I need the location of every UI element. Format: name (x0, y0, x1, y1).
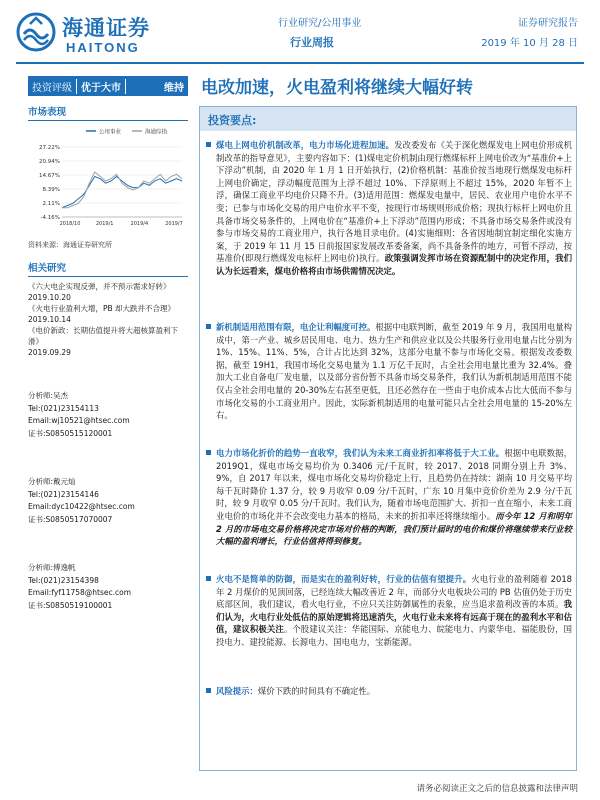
left-sidebar (28, 104, 188, 358)
legend-label: 海通综指 (145, 129, 168, 136)
related-heading: 相关研究 (28, 260, 188, 277)
related-item[interactable]: 《火电行业盈利大增，PB 却大跌并不合理》 2019.10.14 (28, 304, 176, 324)
rating-label: 投资评级 (32, 82, 72, 94)
brand-name-cn: 海通证券 (62, 15, 150, 40)
bullet-icon (206, 324, 211, 329)
key-point: 电力市场化折价的趋势一直收窄，我们认为未来工商业折扣率将低于大工业。根据中电联数据，2019Q1，煤电市场交易均价为 0.3406 元/千瓦时，较 2017、2018 同期分别上升 3%、9%，自 2017 年以来，煤电市场化交易均价稳定上行，且趋势仍在持续：湖南 10 月交易平均每千瓦时降价 1.37 分，较 9 月收窄 0.09 分/千瓦时，广东 10 月集中竞价价差为 2.9 分/千瓦时，较 9 月收窄 0.05 分/千瓦时。我们认为，随着市场电范围扩大、折扣一直在缩小，未来工商业电价的市场化并不会改变电力基本的格局，未来的折扣率还将继续缩小。而今年 12 月和明年 2 月的市场电交易价格将决定市场对价格的判断，我们预计届时的电价和煤价将继续带来行业较大幅的盈利增长，行业估值将得到修复。 (206, 447, 572, 548)
bullet-icon (206, 142, 211, 147)
y-tick-label: 27.22% (39, 145, 60, 151)
report-kind: 行业周报 (290, 36, 334, 49)
y-tick-label: 14.67% (39, 173, 60, 179)
market-chart (28, 121, 188, 236)
x-tick-label: 2019/7 (165, 221, 183, 227)
analyst-card: 分析师:傅逸帆 Tel:(021)23154398 Email:fyf11758@htsec.com 证书:S0850519100001 (28, 563, 132, 610)
related-item[interactable]: 《六大电企实现反弹，并不预示需求好转》 2019.10.20 (28, 282, 171, 302)
footer-disclaimer[interactable]: 请务必阅读正文之后的信息披露和法律声明 (416, 784, 578, 794)
bullet-icon (206, 450, 211, 455)
y-tick-label: 8.39% (42, 187, 60, 193)
key-point: 火电不是简单的防御，而是实在的盈利好转，行业的估值有望提升。火电行业的盈利随着 2018 年 2 月煤价的见顶回落，已经连续大幅改善近 2 年，而部分火电板块公司的 PB 估值仍处于历史底部区间，我们建议，看火电行业，不应只关注防御属性的表象，应当追求盈利改善的本质。我们认为，火电行业处低估的原始逻辑将迅速消失，火电行业未来将有远高于现在的盈利水平和估值，建议积极关注。个股建议关注：华能国际、京能电力、皖能电力、内蒙华电、福能股份，国投电力、建投能源、长源电力、国电电力，宝新能源。 (206, 573, 572, 649)
rating-bar (28, 76, 188, 96)
rating-value: 优于大市 (76, 79, 126, 94)
related-item[interactable]: 《电价新政：长期估值提升将大超核算盈利下滑》 2019.09.29 (28, 326, 178, 357)
report-type: 证券研究报告 (518, 18, 578, 29)
market-heading: 市场表现 (28, 104, 188, 121)
bullet-icon (206, 576, 211, 581)
report-title: 电改加速，火电盈利将继续大幅好转 (201, 78, 473, 98)
analyst-card: 分析师:戴元灿 Tel:(021)23154146 Email:dyc10422@htsec.com 证书:S0850517070007 (28, 477, 135, 524)
haitong-logo-icon (16, 12, 56, 52)
report-category: 行业研究/公用事业 (278, 18, 362, 29)
key-points-box (199, 106, 577, 771)
x-tick-label: 2019/1 (95, 221, 114, 227)
x-tick-label: 2018/10 (59, 221, 81, 227)
y-tick-label: -4.16% (40, 215, 60, 221)
key-point: 煤电上网电价机制改革，电力市场化进程加速。发改委发布《关于深化燃煤发电上网电价形成机制改革的指导意见》，主要内容如下：(1)煤电定价机制由现行燃煤标杆上网电价改为“基准价+上下浮动”机制，由 2020 年 1 月 1 日开始执行，(2)价格机制：基准价按当地现行燃煤发电标杆上网电价确定，浮动幅度范围为上浮不超过 10%、下浮原则上不超过 15%，2020 年暂不上浮，确保工商业平均电价只降不升。(3)适用范围：燃煤发电量中，居民、农业用户电价水平不变；已参与市场化交易的用户电价水平不变，按现行市场规则形成价格；现执行标杆上网电价且具备市场交易条件的，上网电价在“基准价+上下浮动”范围内形成；不具备市场交易条件或没有参与市场交易的工商业用户，执行各地目录电价。(4)实施细则：各省因地制宜制定细化实施方案，于 2019 年 11 月 15 日前报国家发展改革委备案，尚不具备条件的地方，可暂不浮动，按基准价(即现行燃煤发电标杆上网电价)执行。政策强调发挥市场在资源配制中的决定作用，我们认为长远看来，煤电价格将由市场供需情况决定。 (206, 139, 572, 278)
analyst-card: 分析师:吴杰 Tel:(021)23154113 Email:wj10521@htsec.com 证书:S0850515120001 (28, 391, 130, 438)
report-header (0, 0, 600, 66)
y-tick-label: 2.11% (42, 201, 60, 207)
chart-source: 资料来源：海通证券研究所 (28, 241, 112, 249)
brand-name-en: HAITONG (66, 40, 140, 55)
related-list (28, 281, 188, 358)
brand-logo (16, 10, 186, 58)
y-tick-label: 20.94% (39, 159, 60, 165)
series-line (62, 172, 182, 208)
report-date: 2019 年 10 月 28 日 (481, 38, 578, 49)
bullet-icon (206, 688, 211, 693)
legend-label: 公用事业 (99, 129, 122, 136)
market-chart-svg (28, 121, 188, 236)
key-points-heading: 投资要点: (200, 107, 576, 131)
header-divider (16, 62, 584, 64)
key-point-risk: 风险提示：煤价下跌的时间具有不确定性。 (206, 685, 572, 698)
rating-action: 维持 (164, 82, 184, 94)
key-point: 新机制适用范围有限，电企让利幅度可控。根据中电联判断，截至 2019 年 9 月，我国用电量构成中，第一产业、城乡居民用电、电力、热力生产和供应业以及公共服务行业用电量占比分别为 1%、15%、11%、5%，合计占比达到 32%，这部分电量不参与市场化交易。根据发改委数据，截至 19H1，我国市场化交易电量为 1.1 万亿千瓦时，占全社会用电量比重为 32.4%。叠加大工业自备电厂发电量，以及部分省份暂不具备市场交易条件，我们认为新机制适用范围不能仅占全社会用电量的 20-30%左右甚至更低，且还必然存在一些由于电价成本占比大低而不参与市场化交易的小工商业用户。因此，实际新机制适用的电量可能只占全社会用电量的 15-20%左右。 (206, 321, 572, 422)
x-tick-label: 2019/4 (130, 221, 149, 227)
